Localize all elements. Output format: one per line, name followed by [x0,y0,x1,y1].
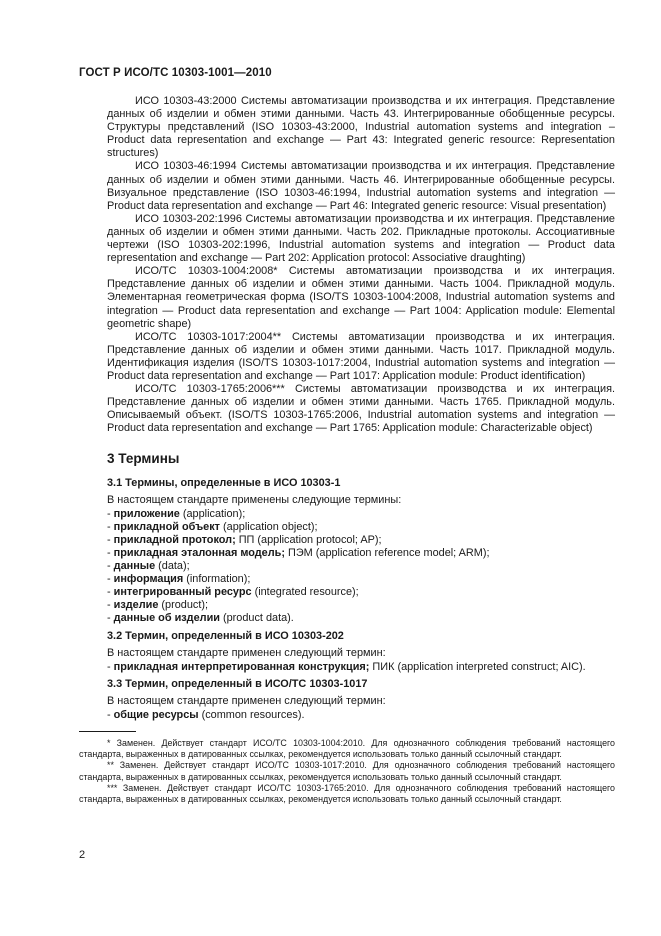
footnote-item: ** Заменен. Действует стандарт ИСО/ТС 10303-1017:2010. Для однозначного соблюдения требований настоящего стандарта, выраженных в датированных ссылках, рекомендуется использовать только данный ссылочный стандарт. [79,760,615,782]
term-item: - интегрированный ресурс (integrated resource); [107,586,359,599]
footnote-item: *** Заменен. Действует стандарт ИСО/ТС 10303-1765:2010. Для однозначного соблюдения требований настоящего стандарта, выраженных в датированных ссылках, рекомендуется использовать только данный ссылочный стандарт. [79,782,615,805]
term-name: прикладной объект [113,520,221,533]
term-item: - информация (information); [107,573,251,586]
reference-item: ИСО 10303-43:2000 Системы автоматизации производства и их интеграция. Представление данных об изделии и обмен этими данными. Часть 43. Интегрированные обобщенные ресурсы. Структуры представлений (ISO 10303-43:2000, Industrial automation systems and integration – Product data representation and exchange — Part 43: Integrated generic resource: Representation structures) [107,95,615,160]
term-item: - прикладной протокол; ПП (application protocol; AP); [107,533,382,546]
footnote-item: * Заменен. Действует стандарт ИСО/ТС 10303-1004:2010. Для однозначного соблюдения требований настоящего стандарта, выраженных в датированных ссылках, рекомендуется использовать только данный ссылочный стандарт. [79,738,615,760]
term-name: приложение [113,507,180,520]
term-item: - прикладная интерпретированная конструкция; ПИК (application interpreted construct; AIC). [107,660,586,673]
footnote-divider [79,731,136,732]
section-heading: 3 Термины [107,451,180,467]
term-item: - данные об изделии (product data). [107,612,294,625]
reference-item: ИСО/ТС 10303-1004:2008* Системы автоматизации производства и их интеграция. Представление данных об изделии и обмен этими данными. Часть 1004. Прикладной модуль. Элементарная геометрическая форма (ISO/TS 10303-1004:2008, Industrial automation systems and integration — Product data representation and exchange — Part 1004: Application module: Elemental geometric shape) [107,265,615,330]
term-item: - изделие (product); [107,599,209,612]
footnotes [79,738,615,805]
main-content [107,95,615,722]
term-name: прикладная эталонная модель; [113,547,285,559]
reference-item: ИСО 10303-46:1994 Системы автоматизации производства и их интеграция. Представление данных об изделии и обмен этими данными. Часть 46. Интегрированные обобщенные ресурсы. Визуальное представление (ISO 10303-46:1994, Industrial automation systems and integration — Product data representation and exchange — Part 46: Integrated generic resource: Visual presentation) [107,160,615,212]
reference-item: ИСО/ТС 10303-1017:2004** Системы автоматизации производства и их интеграция. Представление данных об изделии и обмен этими данными. Часть 1017. Прикладной модуль. Идентификация изделия (ISO/TS 10303-1017:2004, Industrial automation systems and integration — Product data representation and exchange — Part 1017: Application module: Product identification) [107,330,615,382]
term-name: изделие [113,599,159,612]
term-list [107,508,615,626]
term-list [107,709,615,722]
subsection-intro: В настоящем стандарте применен следующий термин: [107,646,386,659]
term-item: - данные (data); [107,560,190,573]
term-item: - общие ресурсы (common resources). [107,709,305,722]
term-name: прикладная интерпретированная конструкция; [113,660,370,673]
term-name: общие ресурсы [113,709,199,722]
term-name: данные об изделии [113,612,220,625]
term-item: - приложение (application); [107,507,246,520]
subsection-heading: 3.1 Термины, определенные в ИСО 10303-1 [107,476,341,489]
term-item: - прикладной объект (application object); [107,520,318,533]
reference-item: ИСО 10303-202:1996 Системы автоматизации производства и их интеграция. Представление данных об изделии и обмен этими данными. Часть 202. Прикладные протоколы. Ассоциативные чертежи (ISO 10303-202:1996, Industrial automation systems and integration — Product data representation and exchange — Part 202: Application protocol: Associative draughting) [107,212,615,265]
subsection-heading: 3.3 Термин, определенный в ИСО/ТС 10303-1017 [107,677,368,690]
term-name: интегрированный ресурс [113,586,252,599]
page-number: 2 [79,849,86,861]
subsection-heading: 3.2 Термин, определенный в ИСО 10303-202 [107,629,344,642]
document-header: ГОСТ Р ИСО/ТС 10303-1001—2010 [79,67,272,79]
normative-references-list [107,95,615,435]
subsection-intro: В настоящем стандарте применен следующий термин: [107,694,386,707]
term-name: данные [113,560,156,573]
reference-item: ИСО/ТС 10303-1765:2006*** Системы автоматизации производства и их интеграция. Представление данных об изделии и обмен этими данными. Часть 1765. Прикладной модуль. Описываемый объект. (ISO/TS 10303-1765:2006, Industrial automation systems and integration — Product data representation and exchange — Part 1765: Application module: Characterizable object) [107,383,615,435]
term-name: информация [113,573,184,586]
term-item: - прикладная эталонная модель; ПЭМ (application reference model; ARM); [107,547,490,559]
term-name: прикладной протокол; [113,533,236,546]
subsection-intro: В настоящем стандарте применены следующие термины: [107,493,402,506]
term-list [107,661,615,674]
